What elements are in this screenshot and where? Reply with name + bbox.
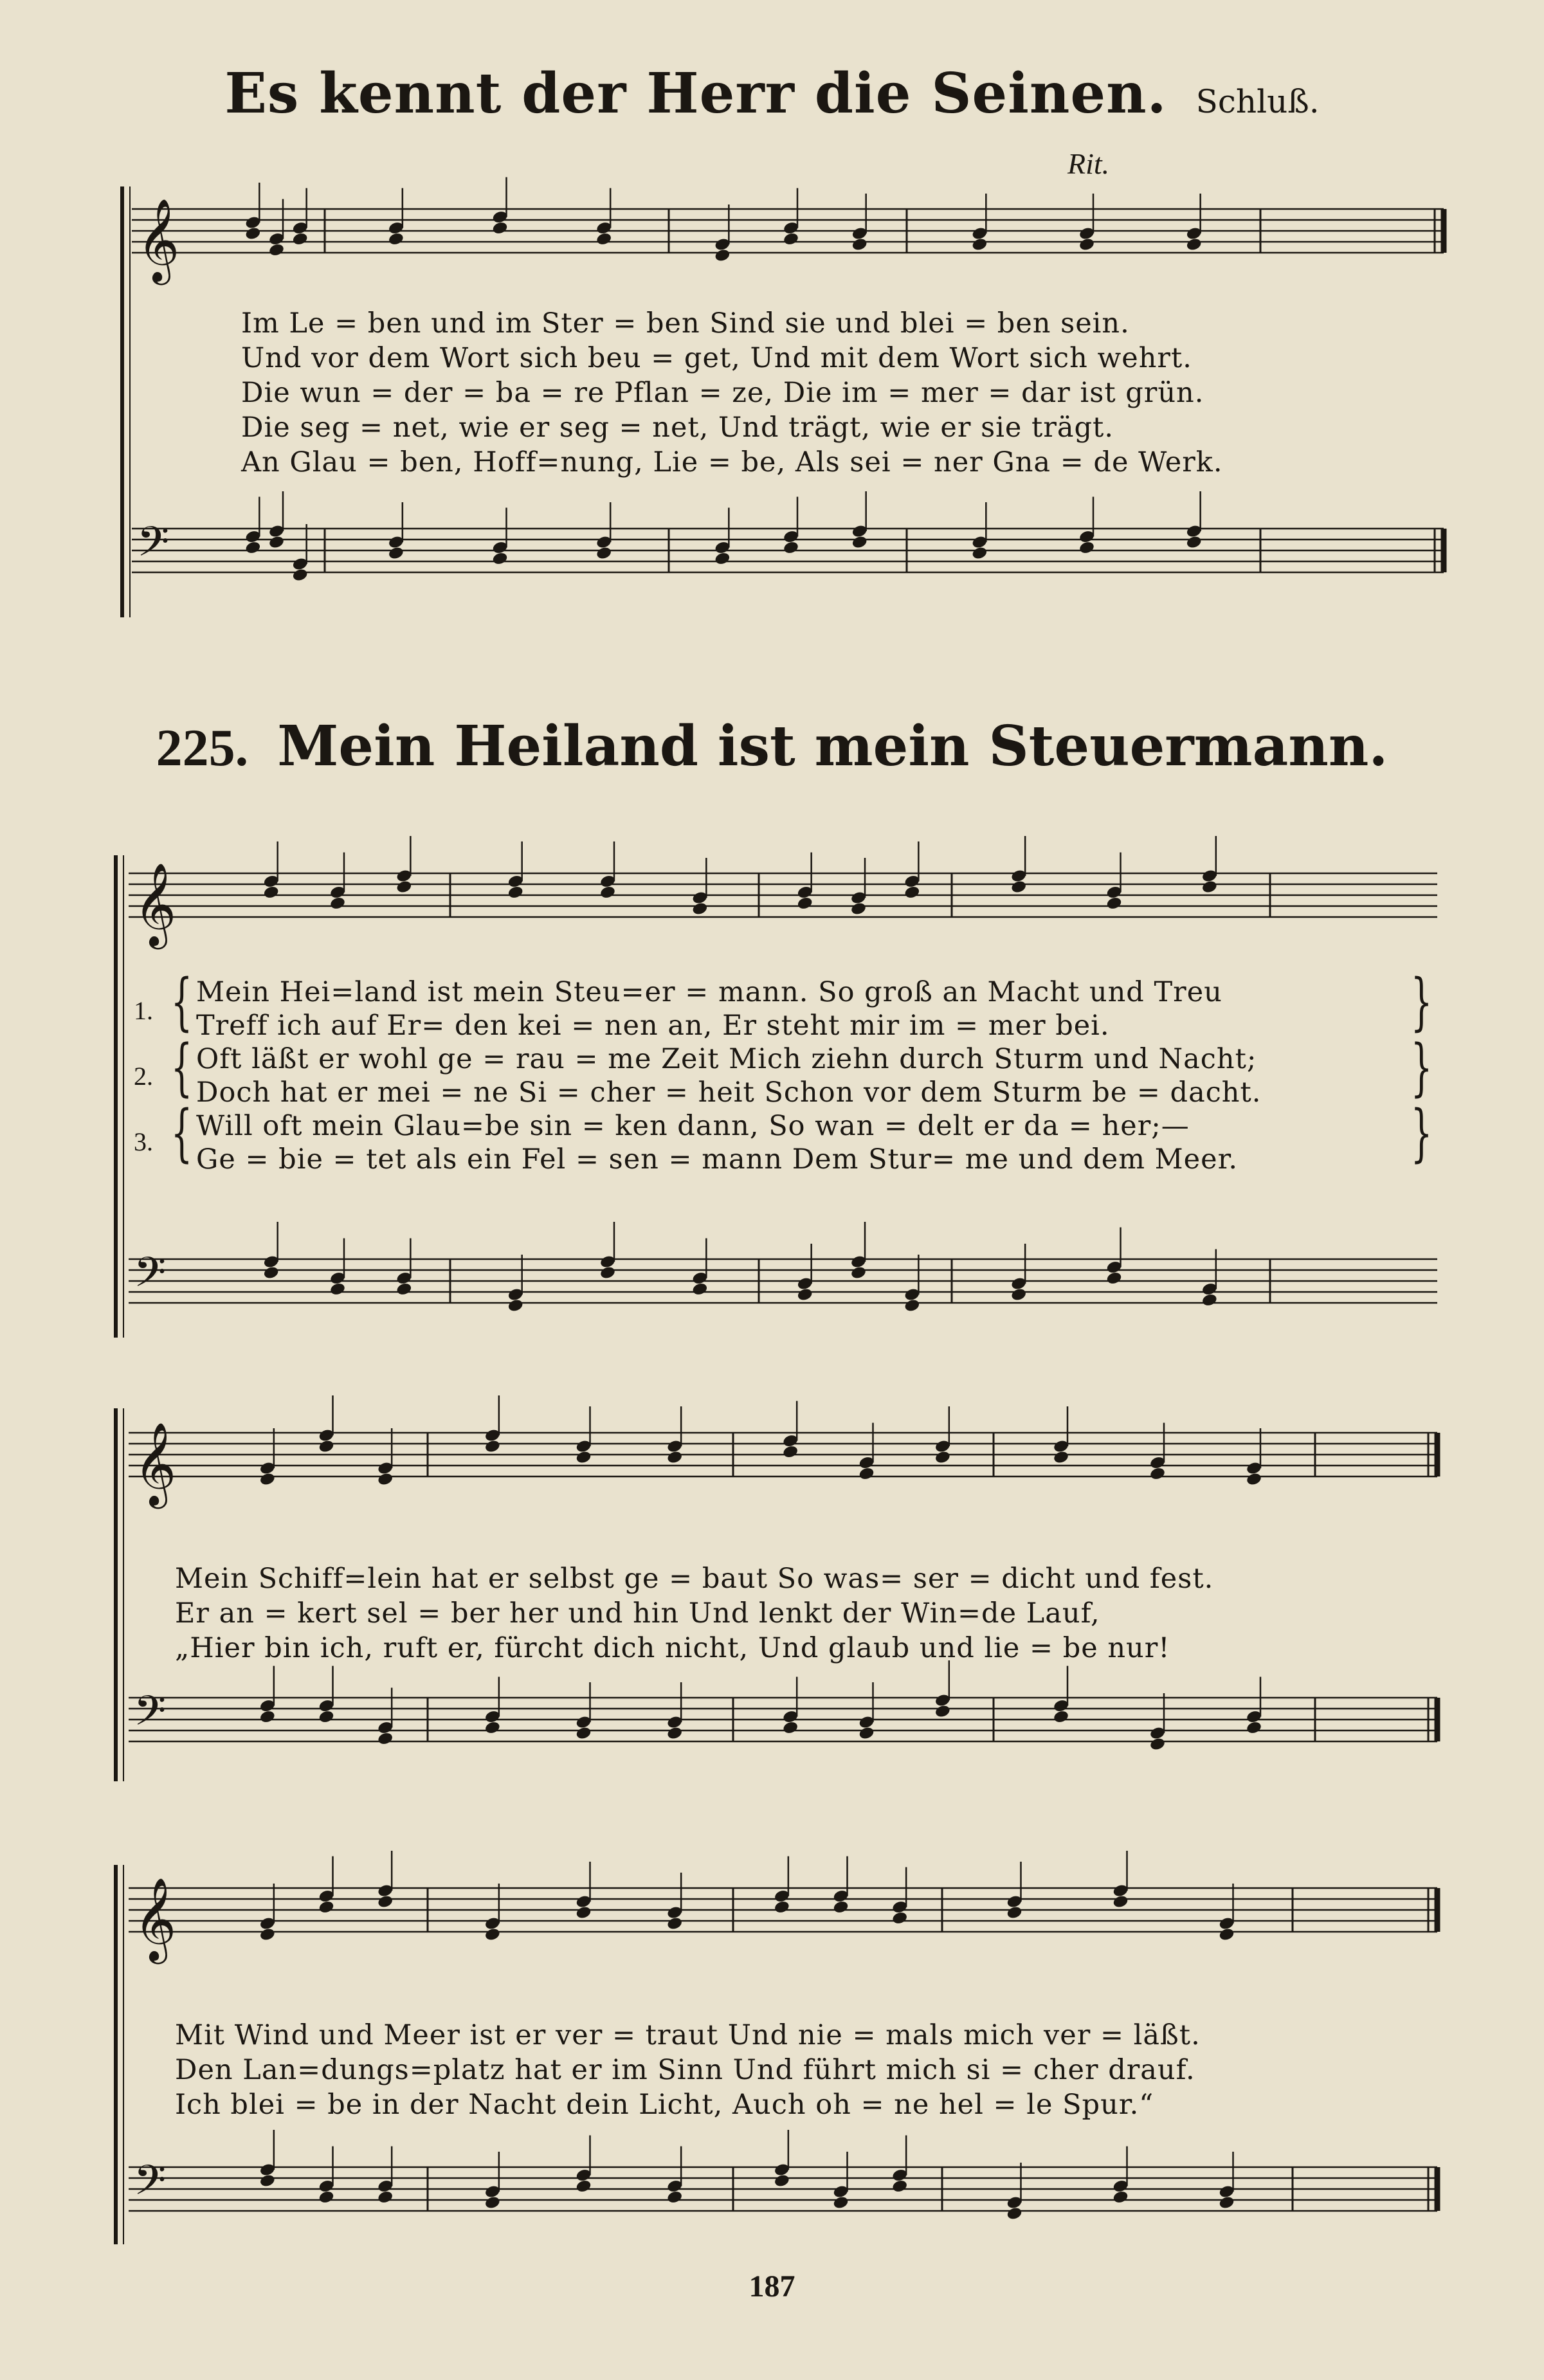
note-head bbox=[691, 1282, 708, 1296]
lyric-line: Doch hat er mei = ne Si = cher = heit Schon vor dem Sturm be = dacht. bbox=[196, 1076, 1262, 1109]
hymn-number: 225. bbox=[156, 718, 249, 777]
note-head bbox=[329, 1282, 346, 1296]
note-head bbox=[484, 1439, 501, 1454]
brace-right: } bbox=[1410, 1097, 1433, 1169]
note-head bbox=[1201, 1293, 1218, 1307]
note-head bbox=[1010, 880, 1027, 895]
note-head bbox=[666, 1726, 683, 1741]
note-head bbox=[244, 540, 261, 555]
note-head bbox=[388, 232, 404, 246]
treble-clef: 𝄞 bbox=[134, 1422, 177, 1505]
note-head bbox=[797, 1287, 813, 1302]
note-head bbox=[1112, 1894, 1129, 1909]
note-head bbox=[318, 2190, 334, 2204]
note-head bbox=[491, 551, 508, 566]
note-head bbox=[934, 1704, 951, 1719]
note-head bbox=[268, 535, 285, 550]
note-head bbox=[292, 232, 309, 246]
note-head bbox=[904, 1298, 920, 1313]
note-head bbox=[491, 221, 508, 235]
note-head bbox=[774, 2174, 790, 2188]
note-head bbox=[599, 885, 616, 900]
treble-clef: 𝄞 bbox=[134, 1877, 177, 1961]
note-head bbox=[1218, 2195, 1235, 2210]
note-head bbox=[377, 2190, 394, 2204]
note-head bbox=[388, 546, 404, 561]
note-head bbox=[851, 535, 868, 550]
bass-clef: 𝄢 bbox=[134, 1249, 167, 1307]
brace-left: { bbox=[170, 966, 193, 1038]
note-head bbox=[1186, 535, 1203, 550]
verse-number: 3. bbox=[134, 1127, 153, 1156]
note-head bbox=[832, 2195, 849, 2210]
note-head bbox=[783, 232, 799, 246]
note-head bbox=[395, 1282, 412, 1296]
note-head bbox=[329, 896, 346, 911]
note-head bbox=[1006, 1905, 1022, 1920]
lyric-line: „Hier bin ich, ruft er, fürcht dich nicht, Und glaub und lie = be nur! bbox=[175, 1632, 1170, 1664]
note-head bbox=[318, 1709, 334, 1724]
note-head bbox=[575, 1905, 592, 1920]
note-head bbox=[595, 232, 612, 246]
note-head bbox=[971, 546, 988, 561]
note-head bbox=[1053, 1450, 1069, 1465]
note-head bbox=[1105, 896, 1122, 911]
hymn-224-title: Es kennt der Herr die Seinen. bbox=[224, 61, 1167, 126]
lyric-line: Er an = kert sel = ber her und hin Und lenkt der Win=de Lauf, bbox=[175, 1597, 1100, 1630]
note-head bbox=[783, 540, 799, 555]
note-head bbox=[268, 242, 285, 257]
bass-clef: 𝄢 bbox=[134, 2157, 167, 2215]
note-head bbox=[575, 2179, 592, 2194]
note-head bbox=[714, 248, 731, 263]
hymn-224-subtitle: Schluß. bbox=[1195, 83, 1320, 120]
note-head bbox=[595, 546, 612, 561]
treble-clef: 𝄞 bbox=[137, 198, 180, 282]
note-head bbox=[1006, 2206, 1022, 2221]
note-head bbox=[1246, 1472, 1262, 1487]
lyric-line: Mein Hei=land ist mein Steu=er = mann. So groß an Macht und Treu bbox=[196, 976, 1222, 1008]
verse-number: 1. bbox=[134, 996, 153, 1025]
brace-left: { bbox=[170, 1097, 193, 1169]
note-head bbox=[666, 1916, 683, 1931]
note-head bbox=[1246, 1720, 1262, 1735]
note-head bbox=[797, 896, 813, 911]
bass-clef: 𝄢 bbox=[134, 1687, 167, 1745]
note-head bbox=[971, 237, 988, 252]
note-head bbox=[259, 1927, 276, 1942]
brace-left: { bbox=[170, 1031, 193, 1104]
note-head bbox=[377, 1731, 394, 1746]
note-head bbox=[377, 1472, 394, 1487]
hymn-225-title: Mein Heiland ist mein Steuermann. bbox=[277, 714, 1388, 779]
note-head bbox=[484, 1720, 501, 1735]
note-head bbox=[507, 885, 524, 900]
note-head bbox=[891, 2179, 908, 2194]
lyric-line: An Glau = ben, Hoff=nung, Lie = be, Als sei = ner Gna = de Werk. bbox=[241, 446, 1223, 478]
note-head bbox=[1010, 1287, 1027, 1302]
note-head bbox=[1078, 540, 1095, 555]
note-head bbox=[666, 2190, 683, 2204]
note-head bbox=[259, 1472, 276, 1487]
note-head bbox=[377, 1894, 394, 1909]
page-number: 187 bbox=[749, 2269, 795, 2303]
verse-number: 2. bbox=[134, 1062, 153, 1091]
lyric-line: Treff ich auf Er= den kei = nen an, Er steht mir im = mer bei. bbox=[196, 1010, 1110, 1042]
note-head bbox=[1149, 1737, 1166, 1752]
note-head bbox=[858, 1466, 875, 1481]
note-head bbox=[714, 551, 731, 566]
note-head bbox=[1149, 1466, 1166, 1481]
note-head bbox=[395, 880, 412, 895]
note-head bbox=[850, 1266, 867, 1280]
note-head bbox=[851, 237, 868, 252]
note-head bbox=[832, 1900, 849, 1914]
lyric-line: Die wun = der = ba = re Pflan = ze, Die im = mer = dar ist grün. bbox=[241, 377, 1204, 409]
lyric-line: Die seg = net, wie er seg = net, Und trägt, wie er sie trägt. bbox=[241, 412, 1114, 444]
note-head bbox=[1078, 237, 1095, 252]
note-head bbox=[263, 885, 280, 900]
note-head bbox=[691, 902, 708, 916]
note-head bbox=[774, 1900, 790, 1914]
note-head bbox=[904, 885, 920, 900]
lyric-line: Mein Schiff=lein hat er selbst ge = baut So was= ser = dicht und fest. bbox=[175, 1563, 1214, 1595]
note-head bbox=[1201, 880, 1218, 895]
note-head bbox=[244, 226, 261, 241]
note-head bbox=[891, 1911, 908, 1925]
note-head bbox=[599, 1266, 616, 1280]
note-head bbox=[782, 1720, 799, 1735]
note-head bbox=[318, 1900, 334, 1914]
note-head bbox=[259, 2174, 276, 2188]
note-head bbox=[1186, 237, 1203, 252]
lyric-line: Und vor dem Wort sich beu = get, Und mit dem Wort sich wehrt. bbox=[241, 342, 1192, 374]
note-head bbox=[507, 1298, 524, 1313]
note-head bbox=[292, 568, 309, 583]
note-head bbox=[850, 902, 867, 916]
lyric-line: Ich blei = be in der Nacht dein Licht, Auch oh = ne hel = le Spur.“ bbox=[175, 2089, 1154, 2121]
lyric-line: Den Lan=dungs=platz hat er im Sinn Und führt mich si = cher drauf. bbox=[175, 2054, 1195, 2086]
lyric-line: Oft läßt er wohl ge = rau = me Zeit Mich ziehn durch Sturm und Nacht; bbox=[196, 1043, 1257, 1075]
note-head bbox=[484, 1927, 501, 1942]
note-head bbox=[318, 1439, 334, 1454]
note-head bbox=[575, 1726, 592, 1741]
note-head bbox=[263, 1266, 280, 1280]
note-head bbox=[484, 2195, 501, 2210]
hymn-225-title-line bbox=[0, 714, 1544, 779]
lyric-line: Mit Wind und Meer ist er ver = traut Und nie = mals mich ver = läßt. bbox=[175, 2019, 1201, 2051]
note-head bbox=[782, 1444, 799, 1459]
note-head bbox=[666, 1450, 683, 1465]
note-head bbox=[575, 1450, 592, 1465]
note-head bbox=[1112, 2190, 1129, 2204]
note-head bbox=[1218, 1927, 1235, 1942]
lyric-line: Will oft mein Glau=be sin = ken dann, So wan = delt er da = her;— bbox=[196, 1110, 1190, 1142]
treble-clef: 𝄞 bbox=[134, 862, 177, 946]
note-head bbox=[259, 1709, 276, 1724]
note-head bbox=[858, 1726, 875, 1741]
bass-clef: 𝄢 bbox=[137, 518, 170, 576]
note-head bbox=[934, 1450, 951, 1465]
ritardando-mark: Rit. bbox=[1067, 147, 1110, 180]
note-head bbox=[1105, 1271, 1122, 1285]
lyric-line: Ge = bie = tet als ein Fel = sen = mann Dem Stur= me und dem Meer. bbox=[196, 1143, 1239, 1176]
brace-right: } bbox=[1410, 966, 1433, 1038]
brace-right: } bbox=[1410, 1031, 1433, 1104]
lyric-line: Im Le = ben und im Ster = ben Sind sie und blei = ben sein. bbox=[241, 307, 1130, 340]
note-head bbox=[1053, 1709, 1069, 1724]
